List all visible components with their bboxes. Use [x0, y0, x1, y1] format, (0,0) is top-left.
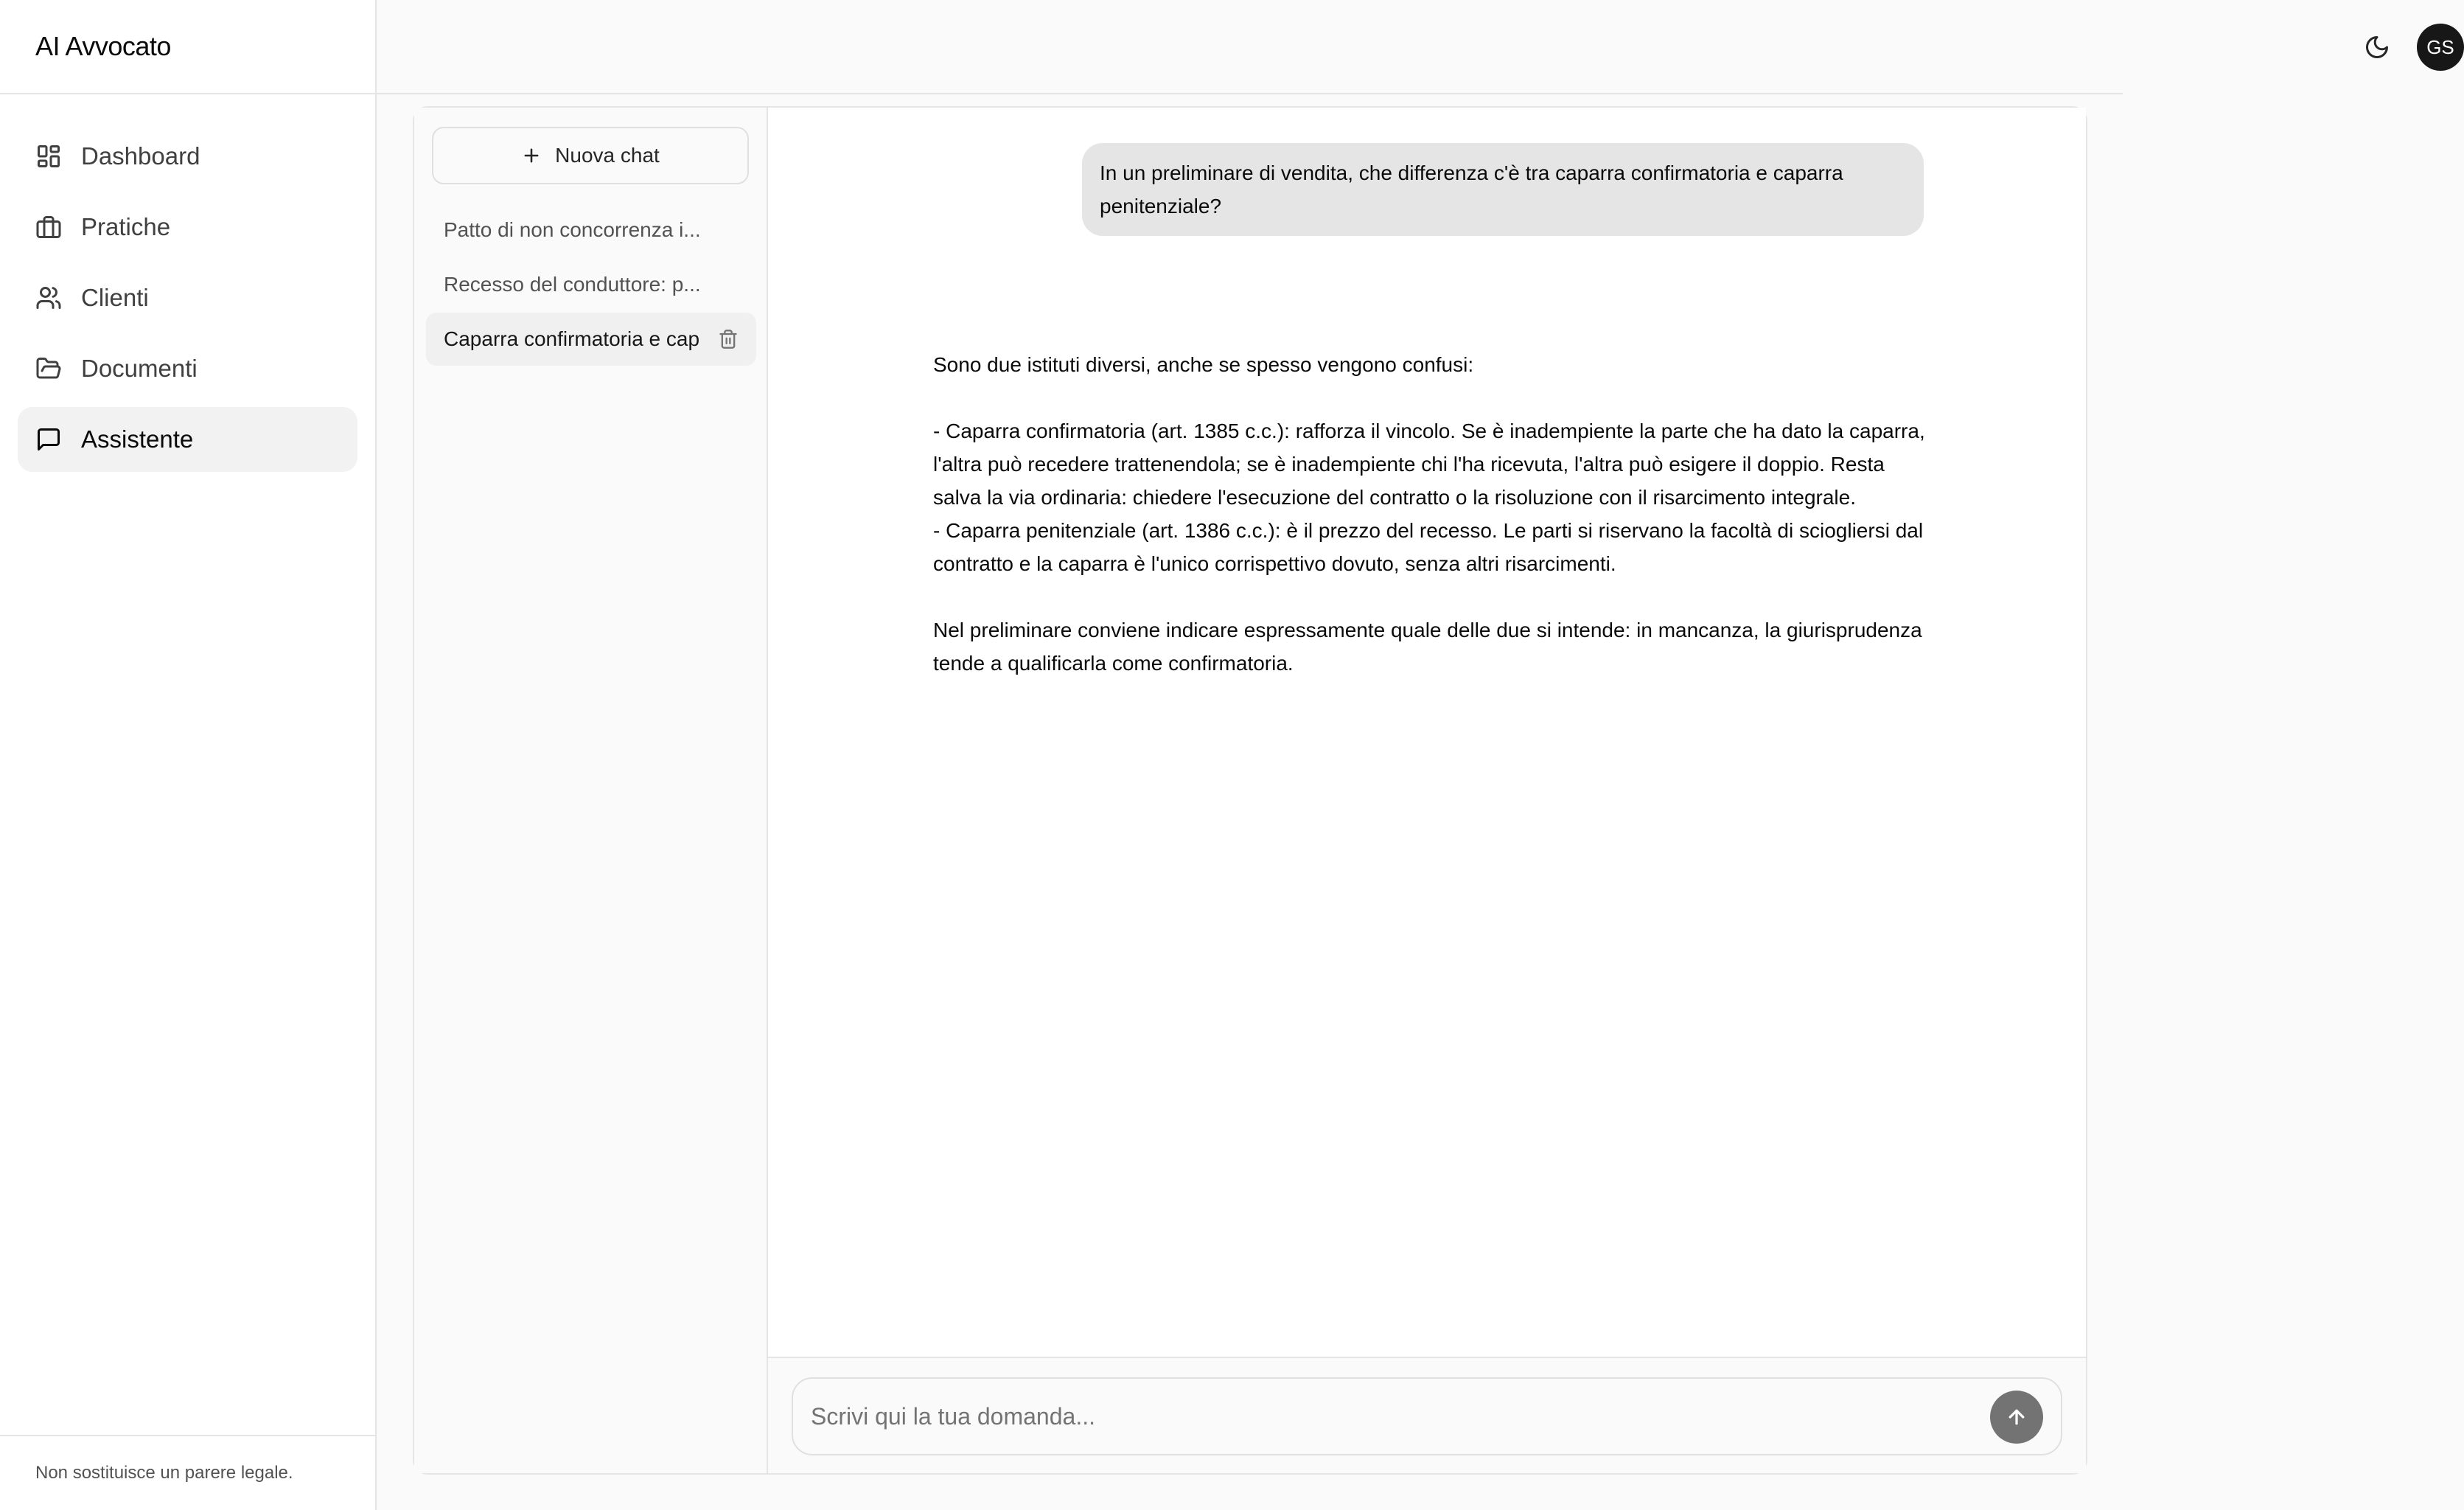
chat-history-item-label: Recesso del conduttore: p...: [444, 273, 701, 296]
chat-history-item-label: Caparra confirmatoria e cap: [444, 327, 700, 350]
assistant-point: - Caparra penitenziale (art. 1386 c.c.): è il prezzo del recesso. Le parti si riservano la facoltà di sciogliersi dal contratto e la caparra è l'unico corrispettivo dovuto, senza altri risarcimenti.: [933, 519, 1924, 575]
assistant-panel: [413, 106, 2087, 1475]
composer: [792, 1377, 2062, 1455]
chat-history-item[interactable]: [426, 258, 756, 311]
arrow-up-icon: [2006, 1406, 2028, 1428]
chat-history-item-label: Patto di non concorrenza i...: [444, 218, 701, 241]
users-icon: [35, 285, 62, 311]
assistant-intro: Sono due istituti diversi, anche se spesso vengono confusi:: [933, 353, 1474, 376]
dashboard-icon: [35, 143, 62, 170]
chat-history-item[interactable]: [426, 203, 756, 257]
avatar[interactable]: GS: [2417, 24, 2464, 71]
message-icon: [35, 426, 62, 453]
user-message: In un preliminare di vendita, che differenza c'è tra caparra confirmatoria e caparra penitenziale?: [1082, 143, 1924, 236]
topbar: [377, 0, 2454, 94]
question-input[interactable]: [811, 1403, 1961, 1430]
assistant-point: - Caparra confirmatoria (art. 1385 c.c.): rafforza il vincolo. Se è inadempiente la parte che ha dato la caparra, l'altra può recedere trattenendola; se è inadempiente chi l'ha ricevuta, l'altra può esigere il doppio. Resta salva la via ordinaria: chiedere l'esecuzione del contratto o la risoluzione con il risarcimento integrale.: [933, 420, 1925, 509]
sidebar-item-label: Assistente: [81, 425, 194, 453]
conversation: [768, 108, 2086, 1473]
plus-icon: [521, 145, 542, 166]
sidebar-item-label: Documenti: [81, 355, 198, 382]
sidebar-item-label: Clienti: [81, 284, 149, 311]
chat-history-list: [414, 108, 768, 1473]
sidebar-item-assistente[interactable]: [18, 407, 357, 472]
delete-chat-button[interactable]: [718, 329, 739, 349]
folder-icon: [35, 355, 62, 382]
sidebar-item-dashboard[interactable]: [18, 124, 357, 189]
send-button[interactable]: [1990, 1391, 2043, 1444]
assistant-conclusion: Nel preliminare conviene indicare espressamente quale delle due si intende: in mancanza, la giurisprudenza tende a qualificarla come confirmatoria.: [933, 619, 1922, 675]
chat-history-item-active[interactable]: [426, 313, 756, 366]
sidebar: [0, 0, 377, 1510]
trash-icon: [718, 329, 739, 349]
sidebar-item-pratiche[interactable]: [18, 195, 357, 260]
sidebar-item-documenti[interactable]: [18, 336, 357, 401]
moon-icon: [2364, 34, 2390, 60]
sidebar-item-label: Pratiche: [81, 213, 171, 240]
assistant-message: [933, 348, 1936, 680]
new-chat-label: Nuova chat: [555, 144, 660, 167]
sidebar-disclaimer: Non sostituisce un parere legale.: [0, 1435, 375, 1510]
sidebar-item-label: Dashboard: [81, 142, 200, 170]
composer-area: [768, 1357, 2086, 1473]
sidebar-nav: [0, 94, 375, 472]
brand-title: AI Avvocato: [0, 0, 375, 94]
briefcase-icon: [35, 214, 62, 240]
sidebar-item-clienti[interactable]: [18, 265, 357, 330]
theme-toggle-button[interactable]: [2361, 29, 2393, 65]
new-chat-button[interactable]: [432, 127, 749, 184]
